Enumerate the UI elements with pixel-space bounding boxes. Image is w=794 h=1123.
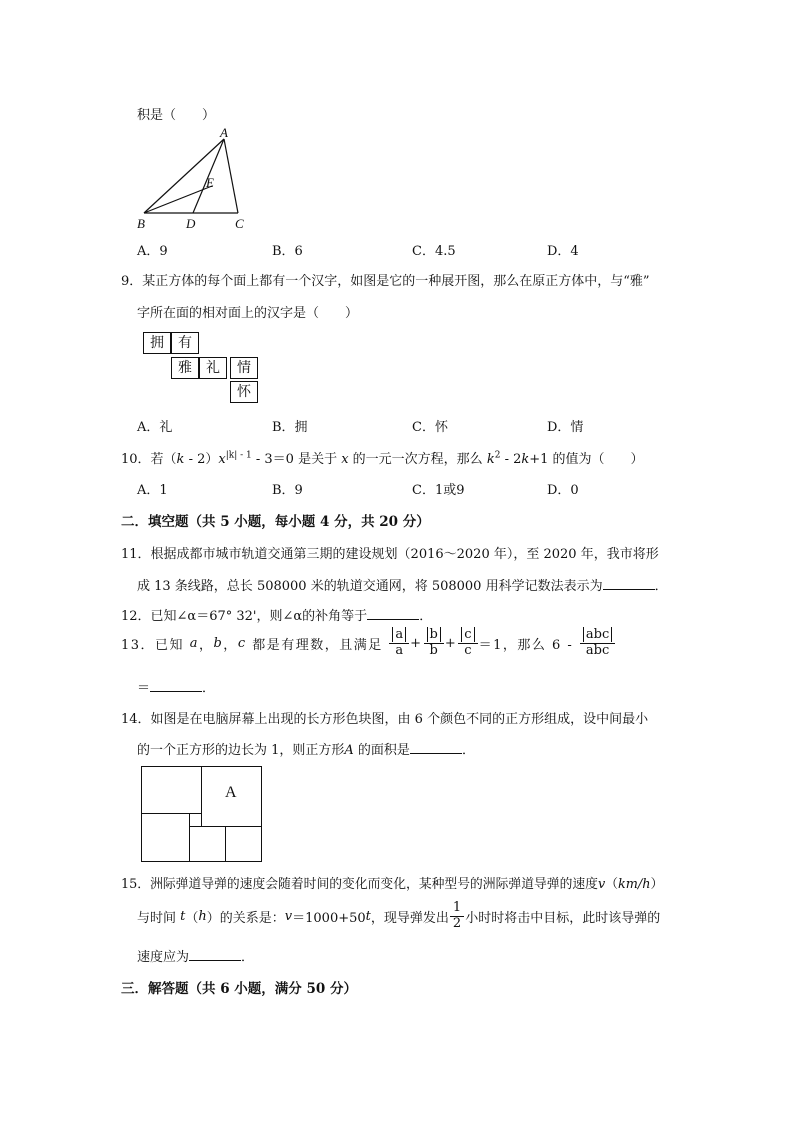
net-cell-2: 有 (171, 332, 199, 354)
q13-stem: 13．已知 a，b，c 都是有理数，且满足 $\frac{a}{a}$ + $\frac{b}{b}$ + $\frac{c}{c}$ ＝1，那么 6 - $\frac{\text{abc}}{\text{abc}}$ (121, 628, 616, 659)
square-bottom-left (141, 813, 190, 862)
q12-answer-blank[interactable] (367, 607, 419, 620)
q10-option-b[interactable]: B．9 (272, 483, 303, 498)
section-2-heading: 二．填空题（共 5 小题，每小题 4 分，共 20 分） (121, 514, 430, 530)
q10-option-a[interactable]: A．1 (137, 483, 168, 498)
q15-line3: 速度应为 ． (137, 950, 255, 965)
q10-stem: 10．若$(k - 2)x^{|k| - 1} - 3=0$ 是关于 x 的一元一次方程，那么 $k^2 - 2k+1$ 的值为（ ） (121, 450, 644, 467)
q8-tail: 积是（ ） (137, 108, 216, 123)
net-cell-5: 情 (230, 357, 258, 379)
label-E: E (206, 175, 214, 190)
q11-answer-blank[interactable] (603, 577, 655, 590)
label-A: A (220, 125, 228, 140)
q9-option-c[interactable]: C．怀 (412, 420, 448, 435)
net-cell-4: 礼 (199, 357, 227, 379)
fraction-abc: $\frac{\text{abc}}{\text{abc}}$ (580, 628, 615, 659)
q15-line1: 15．洲际弹道导弹的速度会随着时间的变化而变化，某种型号的洲际弹道导弹的速度v（km/h） (121, 877, 664, 892)
q15-line2: 与时间 t（h）的关系是：v＝1000+50t，现导弹发出 $\frac{1}{2}$ 小时时将击中目标，此时该导弹的 (137, 900, 661, 931)
triangle-figure (130, 124, 260, 232)
q14-answer-blank[interactable] (410, 741, 462, 754)
q8-option-c[interactable]: C．4.5 (412, 244, 456, 259)
q8-option-b[interactable]: B．6 (272, 244, 303, 259)
q14-line2: 的一个正方形的边长为 1，则正方形A 的面积是 ． (137, 743, 475, 758)
q8-option-d[interactable]: D．4 (547, 244, 579, 259)
square-top-left (141, 766, 202, 814)
label-B: B (137, 216, 145, 231)
q10-option-c[interactable]: C．1或9 (412, 483, 465, 498)
label-C: C (235, 216, 244, 231)
label-D: D (186, 216, 196, 231)
q15-answer-blank[interactable] (189, 948, 241, 961)
square-A-label: A (225, 784, 237, 801)
q13-answer-blank[interactable] (150, 679, 202, 692)
q9-line2: 字所在面的相对面上的汉字是（ ） (137, 306, 359, 321)
q14-line1: 14．如图是在电脑屏幕上出现的长方形色块图，由 6 个颜色不同的正方形组成，设中间最小 (121, 712, 649, 727)
q11-line1: 11．根据成都市城市轨道交通第三期的建设规划（2016～2020 年），至 2020 年，我市将形 (121, 547, 659, 562)
q13-line2: ＝ ． (137, 681, 216, 696)
square-smallest (189, 813, 202, 827)
q10-option-d[interactable]: D．0 (547, 483, 579, 498)
square-bottom-middle (189, 826, 226, 862)
section-3-heading: 三．解答题（共 6 小题，满分 50 分） (121, 981, 357, 997)
net-cell-1: 拥 (143, 332, 171, 354)
fraction-b: $\frac{b}{b}$ (424, 628, 444, 659)
fraction-half: $\frac{1}{2}$ (450, 901, 464, 932)
q8-option-a[interactable]: A．9 (137, 244, 168, 259)
fraction-a: $\frac{a}{a}$ (389, 628, 409, 659)
q12-stem: 12．已知∠α＝67° 32'，则∠α的补角等于 ． (121, 609, 433, 624)
net-cell-6: 怀 (230, 381, 258, 403)
q9-option-d[interactable]: D．情 (547, 420, 584, 435)
net-cell-3: 雅 (171, 357, 199, 379)
q9-option-a[interactable]: A．礼 (137, 420, 173, 435)
q9-line1: 9．某正方体的每个面上都有一个汉字，如图是它的一种展开图，那么在原正方体中，与“雅” (121, 274, 650, 289)
q11-line2: 成 13 条线路，总长 508000 米的轨道交通网，将 508000 用科学记数法表示为 ． (137, 579, 668, 594)
fraction-c: $\frac{c}{c}$ (458, 628, 477, 659)
square-bottom-right (225, 826, 262, 862)
q9-option-b[interactable]: B．拥 (272, 420, 308, 435)
